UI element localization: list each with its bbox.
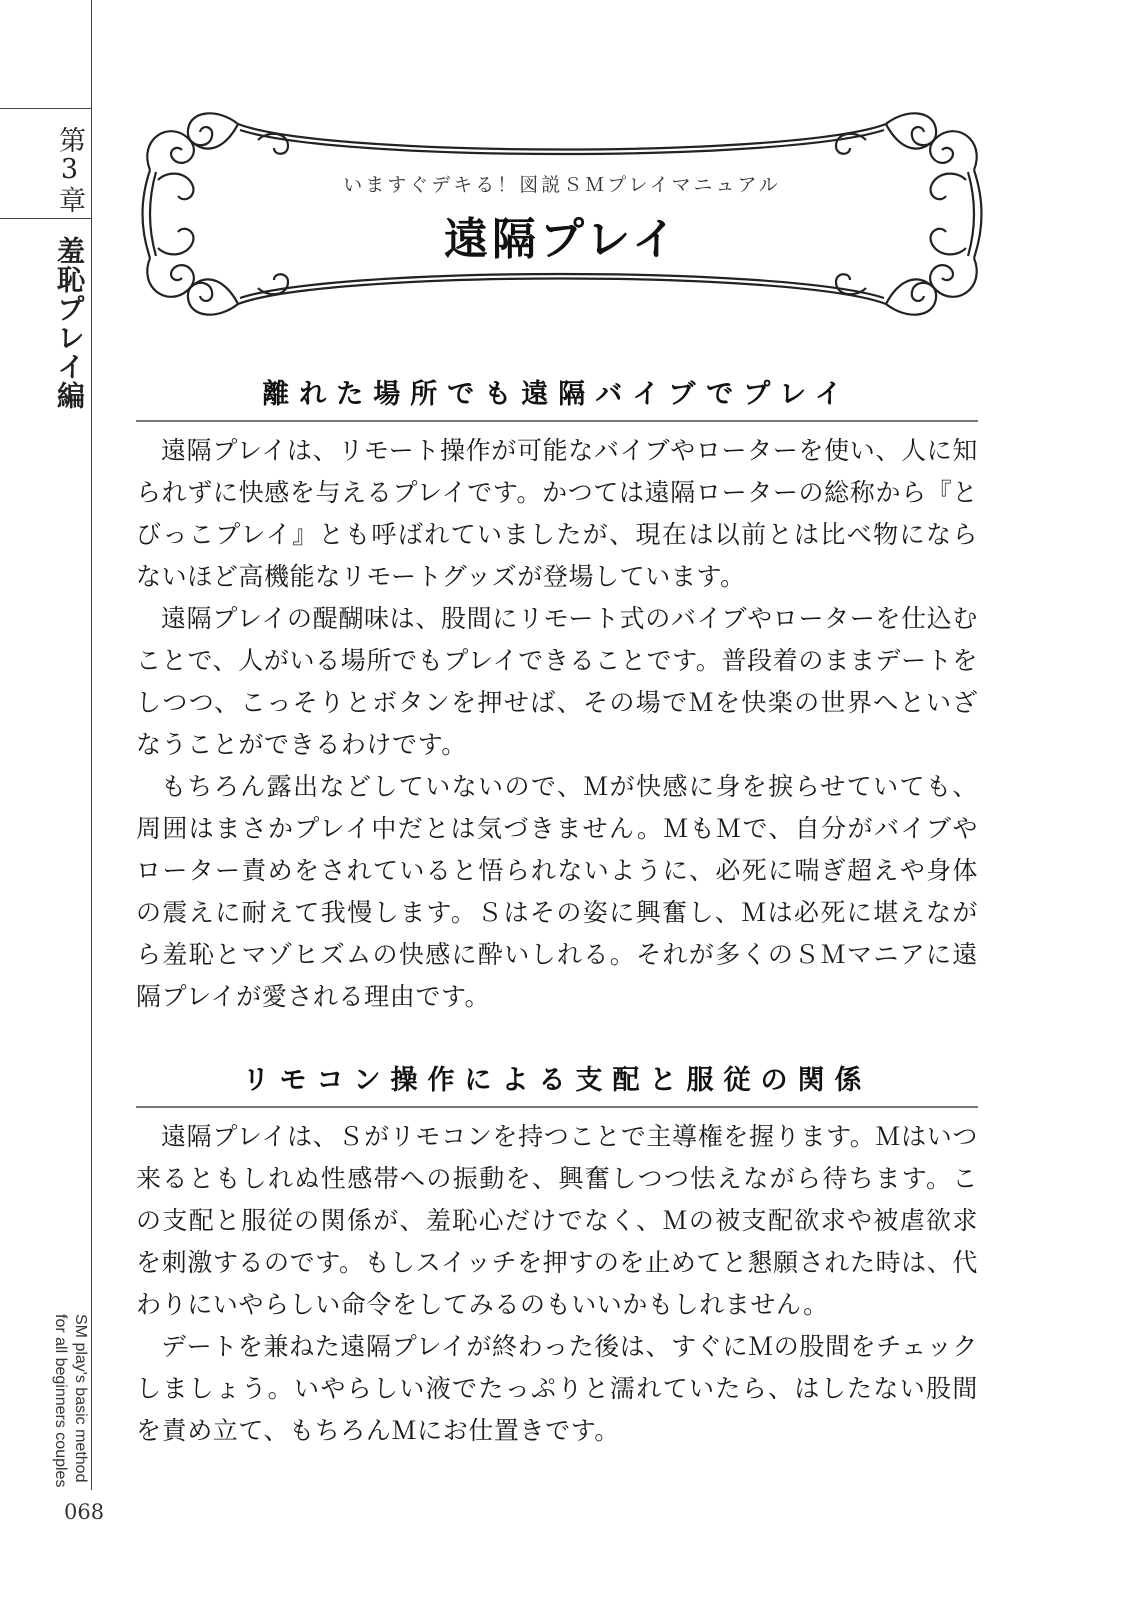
english-caption-line2: for all beginners couples — [52, 1314, 69, 1488]
section-body-1 — [136, 430, 978, 1018]
page-number: 068 — [64, 1500, 105, 1524]
english-caption-line1: SM play's basic method — [72, 1314, 89, 1483]
section-heading-1: 離れた場所でも遠隔バイブでプレイ — [262, 379, 852, 410]
paragraph: 遠隔プレイの醍醐味は、股間にリモート式のバイブやローターを仕込むことで、人がいる場所でもプレイできることです。普段着のままデートをしつつ、こっそりとボタンを押せば、その場でＭを快楽の世界へといざなうことができるわけです。 — [136, 604, 978, 759]
paragraph: 遠隔プレイは、リモート操作が可能なバイブやローターを使い、人に知られずに快感を与えるプレイです。かつては遠隔ローターの総称から『とびっこプレイ』とも呼ばれていましたが、現在は以前とは比べ物にならないほど高機能なリモートグッズが登場しています。 — [136, 436, 978, 591]
margin-divider-top — [0, 108, 91, 109]
series-english-caption — [46, 1314, 90, 1490]
margin-divider-bottom — [0, 218, 91, 219]
paragraph: 遠隔プレイは、Ｓがリモコンを持つことで主導権を握ります。Ｍはいつ来るともしれぬ性感帯への振動を、興奮しつつ怯えながら待ちます。この支配と服従の関係が、羞恥心だけでなく、Ｍの被支配欲求や被虐欲求を刺激するのです。もしスイッチを押すのを止めてと懇願された時は、代わりにいやらしい命令をしてみるのもいいかもしれません。 — [136, 1122, 978, 1319]
page-title: 遠隔プレイ — [443, 214, 681, 265]
section-rule-2 — [136, 1106, 978, 1108]
book-series-subtitle: いますぐデキる！図説ＳＭプレイマニュアル — [343, 174, 781, 196]
margin-rule — [91, 0, 92, 1490]
section-heading-2: リモコン操作による支配と服従の関係 — [242, 1065, 872, 1096]
paragraph: もちろん露出などしていないので、Ｍが快感に身を捩らせていても、周囲はまさかプレイ中だとは気づきません。ＭもＭで、自分がバイブやローター責めをされていると悟られないように、必死に喘ぎ超えや身体の震えに耐えて我慢します。Ｓはその姿に興奮し、Ｍは必死に堪えながら羞恥とマゾヒズムの快感に酔いしれる。それが多くのＳＭマニアに遠隔プレイが愛される理由です。 — [136, 772, 978, 1011]
chapter-title: 羞恥プレイ編 — [53, 236, 86, 410]
section-body-2 — [136, 1116, 978, 1452]
chapter-label: 第3章 — [54, 126, 85, 214]
section-rule-1 — [136, 420, 978, 422]
paragraph: デートを兼ねた遠隔プレイが終わった後は、すぐにＭの股間をチェックしましょう。いやらしい液でたっぷりと濡れていたら、はしたない股間を責め立て、もちろんＭにお仕置きです。 — [136, 1332, 978, 1445]
